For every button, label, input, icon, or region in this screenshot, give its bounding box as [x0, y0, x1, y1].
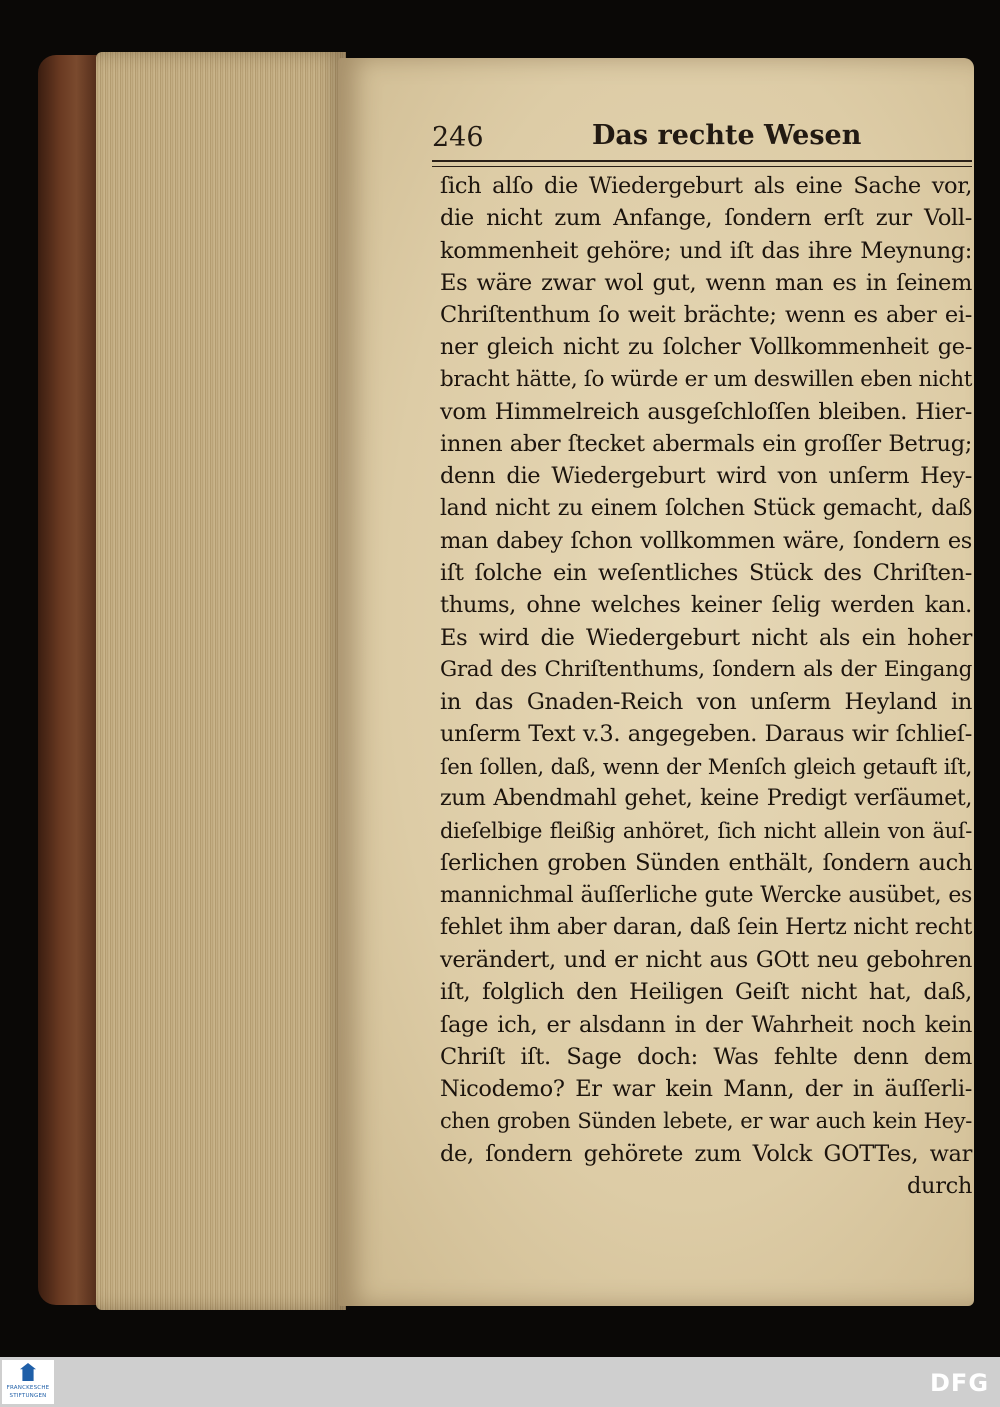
text-line: ſich alſo die Wiedergeburt als eine Sache vor,	[440, 173, 972, 199]
text-line: ſage ich, er alsdann in der Wahrheit noch kein	[440, 1011, 972, 1038]
text-line: Chriſt iſt. Sage doch: Was fehlte denn dem	[440, 1043, 972, 1070]
text-line: unſerm Text v.3. angegeben. Daraus wir ſchlieſ-	[440, 721, 972, 748]
body-text	[440, 170, 972, 1202]
text-line: de, ſondern gehörete zum Volck GOTTes, war	[440, 1140, 972, 1167]
text-line: ſerlichen groben Sünden enthält, ſondern auch	[440, 850, 972, 877]
text-line: dieſelbige fleißig anhöret, ſich nicht allein von äuſ-	[440, 819, 972, 843]
header-rule	[432, 160, 972, 167]
text-line: iſt ſolche ein weſentliches Stück des Chriſten-	[440, 560, 972, 586]
text-line: land nicht zu einem ſolchen Stück gemacht, daß	[440, 495, 972, 521]
text-line: bracht hätte, ſo würde er um deswillen eben nicht	[440, 366, 972, 392]
page-edges	[96, 52, 346, 1310]
text-line: vom Himmelreich ausgeſchloſſen bleiben. Hier-	[440, 398, 972, 425]
text-line: Es wird die Wiedergeburt nicht als ein hoher	[440, 624, 972, 651]
dfg-logo[interactable]: DFG	[930, 1369, 990, 1397]
text-line: thums, ohne welches keiner ſelig werden kan.	[440, 592, 972, 619]
text-line: man dabey ſchon vollkommen wäre, ſondern es	[440, 527, 972, 554]
text-line: mannichmal äuſſerliche gute Wercke ausübet, es	[440, 882, 972, 908]
franckesche-stiftungen-logo[interactable]	[2, 1360, 54, 1404]
running-head: Das rechte Wesen	[592, 120, 862, 151]
text-line: innen aber ſtecket abermals ein groſſer Betrug;	[440, 431, 972, 457]
logo-text-line-1: FRANCKESCHE	[6, 1385, 50, 1391]
page-number: 246	[432, 122, 484, 153]
text-line: verändert, und er nicht aus GOtt neu gebohren	[440, 947, 972, 973]
text-line: die nicht zum Anfange, ſondern erſt zur Voll-	[440, 205, 972, 232]
catchword: durch	[907, 1172, 972, 1199]
text-line: Chriſtenthum ſo weit brächte; wenn es aber ei-	[440, 302, 972, 328]
text-line: in das Gnaden-Reich von unſerm Heyland in	[440, 689, 972, 715]
text-line: denn die Wiedergeburt wird von unſerm Hey-	[440, 463, 972, 490]
text-line: Es wäre zwar wol gut, wenn man es in ſeinem	[440, 269, 972, 296]
text-line: iſt, folglich den Heiligen Geiſt nicht hat, daß,	[440, 979, 972, 1006]
book-cover-edge	[38, 55, 102, 1305]
text-line: ner gleich nicht zu ſolcher Vollkommenheit ge-	[440, 334, 972, 361]
text-line: ſen ſollen, daß, wenn der Menſch gleich getauft iſt,	[440, 754, 972, 779]
text-line: zum Abendmahl gehet, keine Predigt verſäumet,	[440, 785, 972, 811]
logo-text-line-2: STIFTUNGEN	[9, 1393, 47, 1399]
franckesche-stiftungen-building-icon	[20, 1363, 36, 1381]
text-line: Nicodemo? Er war kein Mann, der in äuſſerli-	[440, 1076, 972, 1102]
text-line: chen groben Sünden lebete, er war auch kein Hey-	[440, 1109, 972, 1134]
text-line: Grad des Chriſtenthums, ſondern als der Eingang	[440, 656, 972, 682]
text-line: kommenheit gehöre; und iſt das ihre Meynung:	[440, 237, 972, 264]
viewer-footer-bar	[0, 1357, 1000, 1407]
text-line: fehlet ihm aber daran, daß ſein Hertz nicht recht	[440, 914, 972, 940]
page-header	[432, 118, 972, 158]
